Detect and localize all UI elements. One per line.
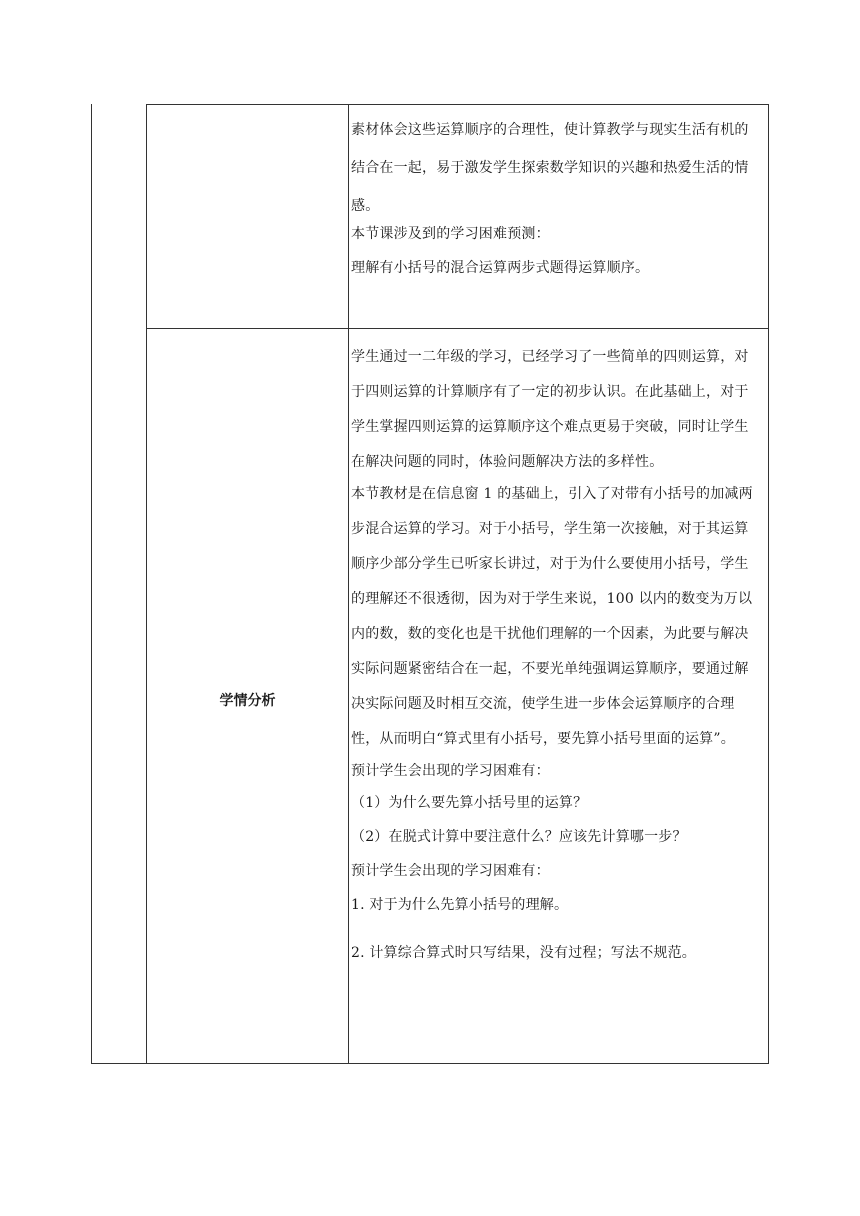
row1-line: 结合在一起，易于激发学生探索数学知识的兴趣和热爱生活的情 xyxy=(351,160,749,176)
row2-line: （1）为什么要先算小括号里的运算？ xyxy=(351,795,588,811)
row2-line: 的理解还不很透彻，因为对于学生来说，100 以内的数变为万以 xyxy=(351,591,753,607)
row2-line: 步混合运算的学习。对于小括号，学生第一次接触，对于其运算 xyxy=(351,521,749,537)
row2-line: 本节教材是在信息窗 1 的基础上，引入了对带有小括号的加减两 xyxy=(351,486,753,502)
row2-line: 2. 计算综合算式时只写结果，没有过程；写法不规范。 xyxy=(351,945,697,961)
row2-line: 内的数，数的变化也是干扰他们理解的一个因素，为此要与解决 xyxy=(351,626,749,642)
row1-line: 理解有小括号的混合运算两步式题得运算顺序。 xyxy=(351,260,650,276)
row2-line: 学生掌握四则运算的运算顺序这个难点更易于突破，同时让学生 xyxy=(351,419,749,435)
row2-label: 学情分析 xyxy=(219,693,276,709)
table-bottom-border xyxy=(91,1063,769,1064)
row2-content xyxy=(351,344,767,966)
table-col-divider-2 xyxy=(348,104,349,1064)
row-divider xyxy=(146,328,769,329)
row2-line: 决实际问题及时相互交流，使学生进一步体会运算顺序的合理 xyxy=(351,696,735,712)
table-col-divider-1 xyxy=(146,104,147,1064)
row2-line: 实际问题紧密结合在一起，不要光单纯强调运算顺序，要通过解 xyxy=(351,661,749,677)
row2-line: 在解决问题的同时，体验问题解决方法的多样性。 xyxy=(351,454,664,470)
row2-line: 学生通过一二年级的学习，已经学习了一些简单的四则运算，对 xyxy=(351,349,749,365)
row2-line: 于四则运算的计算顺序有了一定的初步认识。在此基础上，对于 xyxy=(351,384,749,400)
row2-line: 1. 对于为什么先算小括号的理解。 xyxy=(351,897,569,913)
row1-content xyxy=(351,117,767,281)
row2-line: 顺序少部分学生已听家长讲过，对于为什么要使用小括号，学生 xyxy=(351,556,749,572)
row1-line: 本节课涉及到的学习困难预测： xyxy=(351,226,550,242)
row2-line: 预计学生会出现的学习困难有： xyxy=(351,763,550,779)
row2-line: （2）在脱式计算中要注意什么？应该先计算哪一步？ xyxy=(351,829,687,845)
table-left-border xyxy=(91,104,92,1064)
row1-line: 感。 xyxy=(351,198,380,214)
row2-line: 预计学生会出现的学习困难有： xyxy=(351,863,550,879)
row2-line: 性，从而明白“算式里有小括号，要先算小括号里面的运算”。 xyxy=(351,731,735,747)
table-right-border xyxy=(768,104,769,1064)
row1-line: 素材体会这些运算顺序的合理性，使计算教学与现实生活有机的 xyxy=(351,122,749,138)
table-top-border-right xyxy=(146,104,769,105)
